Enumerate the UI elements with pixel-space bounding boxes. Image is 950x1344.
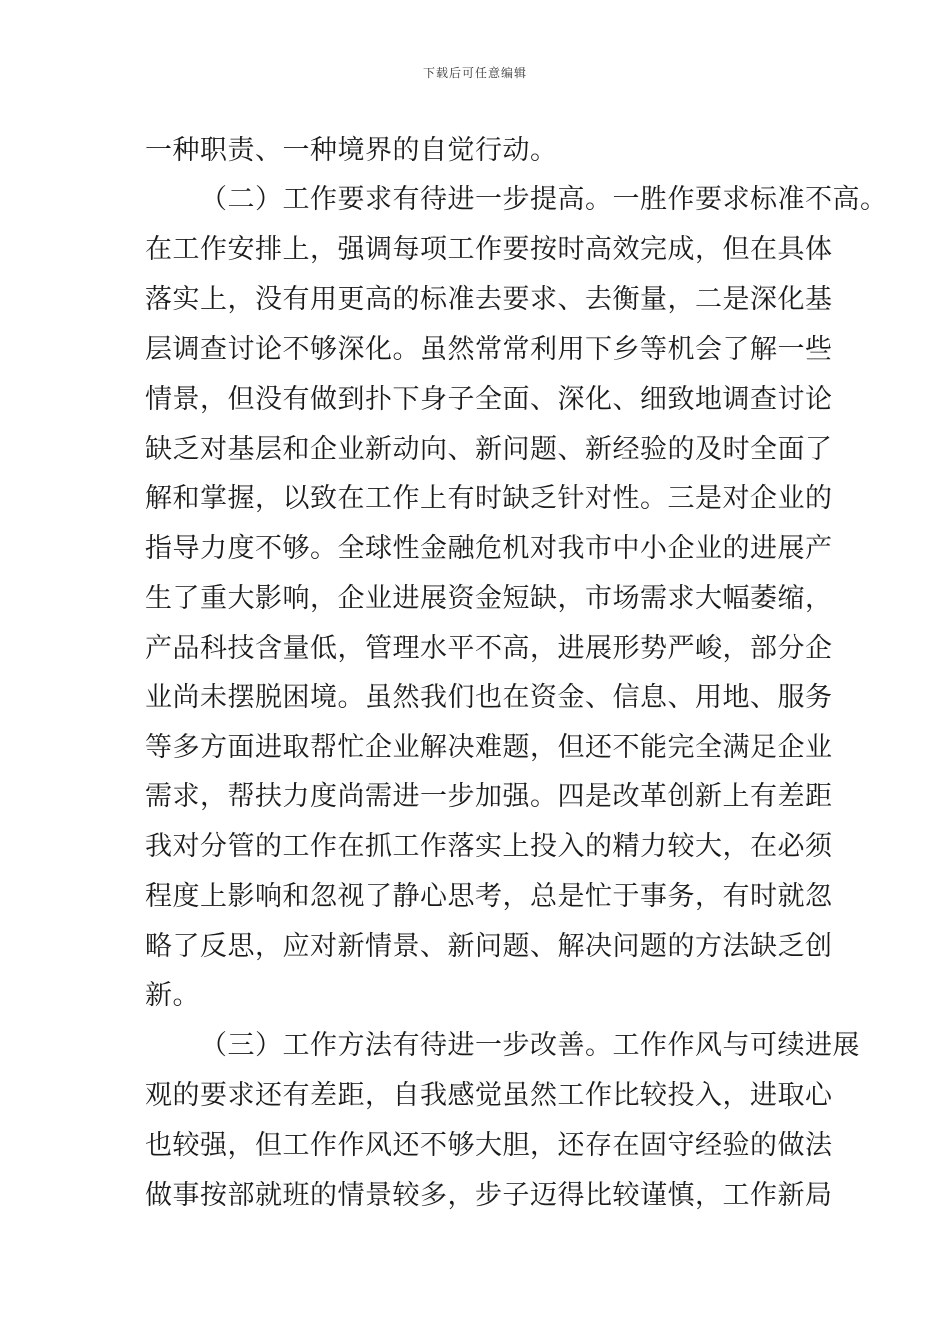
text-line: 新。 bbox=[145, 980, 200, 1011]
text-line: 略了反思，应对新情景、新问题、解决问题的方法缺乏创 bbox=[145, 931, 833, 962]
text-line: 生了重大影响，企业进展资金短缺，市场需求大幅萎缩， bbox=[145, 583, 833, 614]
text-line: （三）工作方法有待进一步改善。工作作风与可续进展 bbox=[200, 1030, 860, 1061]
text-line: 程度上影响和忽视了静心思考，总是忙于事务，有时就忽 bbox=[145, 881, 833, 912]
text-line: 一种职责、一种境界的自觉行动。 bbox=[145, 135, 558, 166]
text-line: 在工作安排上，强调每项工作要按时高效完成，但在具体 bbox=[145, 234, 833, 265]
text-line: 指导力度不够。全球性金融危机对我市中小企业的进展产 bbox=[145, 533, 833, 564]
text-line: 做事按部就班的情景较多，步子迈得比较谨慎，工作新局 bbox=[145, 1180, 833, 1211]
text-line: 情景，但没有做到扑下身子全面、深化、细致地调查讨论 bbox=[145, 384, 833, 415]
text-line: 落实上，没有用更高的标准去要求、去衡量，二是深化基 bbox=[145, 284, 833, 315]
text-line: （二）工作要求有待进一步提高。一胜作要求标准不高。 bbox=[200, 184, 888, 215]
text-line: 观的要求还有差距，自我感觉虽然工作比较投入，进取心 bbox=[145, 1080, 833, 1111]
text-line: 解和掌握，以致在工作上有时缺乏针对性。三是对企业的 bbox=[145, 483, 833, 514]
text-line: 我对分管的工作在抓工作落实上投入的精力较大，在必须 bbox=[145, 831, 833, 862]
text-line: 业尚未摆脱困境。虽然我们也在资金、信息、用地、服务 bbox=[145, 682, 833, 713]
text-line: 产品科技含量低，管理水平不高，进展形势严峻，部分企 bbox=[145, 633, 833, 664]
text-line: 缺乏对基层和企业新动向、新问题、新经验的及时全面了 bbox=[145, 434, 833, 465]
page-header: 下载后可任意编辑 bbox=[422, 66, 527, 80]
text-line: 等多方面进取帮忙企业解决难题，但还不能完全满足企业 bbox=[145, 732, 833, 763]
text-line: 层调查讨论不够深化。虽然常常利用下乡等机会了解一些 bbox=[145, 334, 833, 365]
text-line: 也较强，但工作作风还不够大胆，还存在固守经验的做法 bbox=[145, 1130, 833, 1161]
text-line: 需求，帮扶力度尚需进一步加强。四是改革创新上有差距 bbox=[145, 781, 833, 812]
